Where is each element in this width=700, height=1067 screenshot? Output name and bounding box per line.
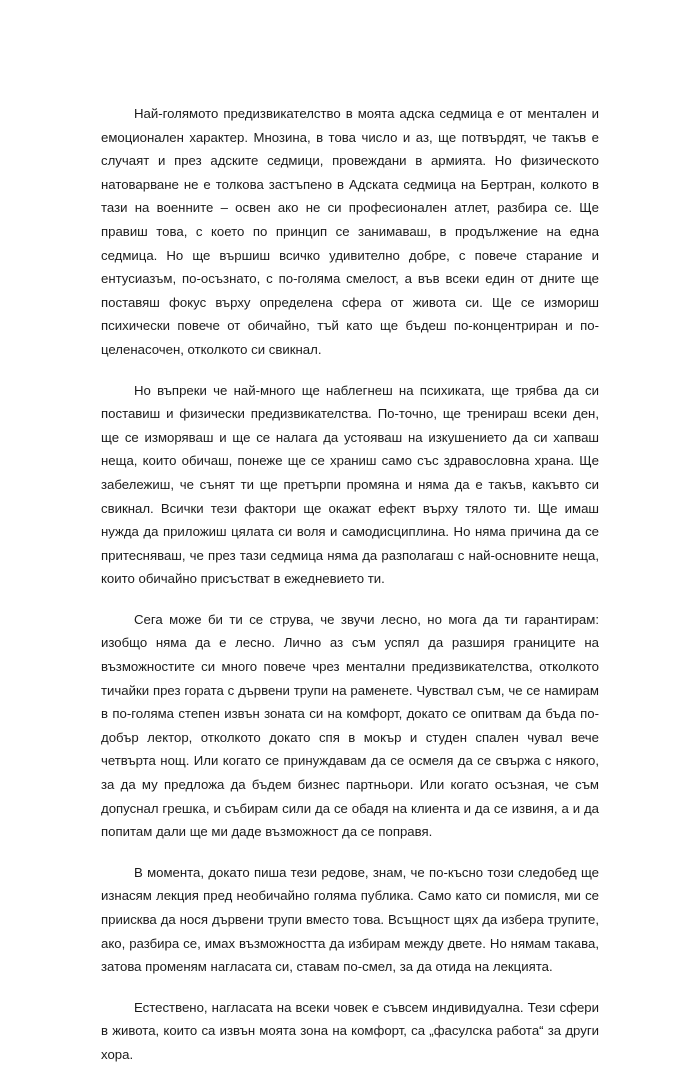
paragraph-1: Най-голямото предизвикателство в моята адска седмица е от ментален и емоционален характер. Мнозина, в това число и аз, ще потвърдят, че такъв е случаят и през адските седмици, провеждани в армията. Но физическото натоварване не е толкова застъпено в Адската седмица на Бертран, колкото в тази на военните – освен ако не си професионален атлет, разбира се. Ще правиш това, с което по принцип се занимаваш, в продължение на една седмица. Но ще вършиш всичко удивително добре, с повече старание и ентусиазъм, по-осъзнато, с по-голяма смелост, а във всеки един от дните ще поставяш фокус върху определена сфера от живота си. Ще се измориш психически повече от обичайно, тъй като ще бъдеш по-концентриран и по-целенасочен, отколкото си свикнал. bbox=[101, 106, 599, 357]
body-text bbox=[101, 102, 599, 1067]
paragraph-5: Естествено, нагласата на всеки човек е съвсем индивидуална. Тези сфери в живота, които са извън моята зона на комфорт, са „фасулска работа“ за други хора. bbox=[101, 999, 599, 1062]
paragraph-2: Но въпреки че най-много ще наблегнеш на психиката, ще трябва да си поставиш и физически предизвикателства. По-точно, ще тренираш всеки ден, ще се изморяваш и ще се налага да устояваш на изкушението да си хапваш неща, които обичаш, понеже ще се храниш само със здравословна храна. Ще забележиш, че сънят ти ще претърпи промяна и няма да е такъв, какъвто си свикнал. Всички тези фактори ще окажат ефект върху тялото ти. Ще имаш нужда да приложиш цялата си воля и самодисциплина. Но няма причина да се притесняваш, че през тази седмица няма да разполагаш с най-основните неща, които обичайно присъстват в ежедневието ти. bbox=[101, 382, 599, 587]
paragraph-3: Сега може би ти се струва, че звучи лесно, но мога да ти гарантирам: изобщо няма да е лесно. Лично аз съм успял да разширя границите на възможностите си много повече чрез ментални предизвикателства, отколкото тичайки през гората с дървени трупи на раменете. Чувствал съм, че се намирам в по-голяма степен извън зоната си на комфорт, докато се опитвам да бъда по-добър лектор, отколкото докато спя в мокър и студен спален чувал вече четвърта нощ. Или когато се принуждавам да се осмеля да се свържа с някого, за да му предложа да бъдем бизнес партньори. Или когато осъзная, че съм допуснал грешка, и събирам сили да се обадя на клиента и да се извиня, а и да попитам дали ще ми даде възможност да се поправя. bbox=[101, 611, 599, 840]
paragraph-4: В момента, докато пиша тези редове, знам, че по-късно този следобед ще изнасям лекция пред необичайно голяма публика. Само като си помисля, ми се приисква да нося дървени трупи вместо това. Всъщност щях да избера трупите, ако, разбира се, имах възможността да избирам между двете. Но нямам такава, затова променям нагласата си, ставам по-смел, за да отида на лекцията. bbox=[101, 864, 599, 975]
